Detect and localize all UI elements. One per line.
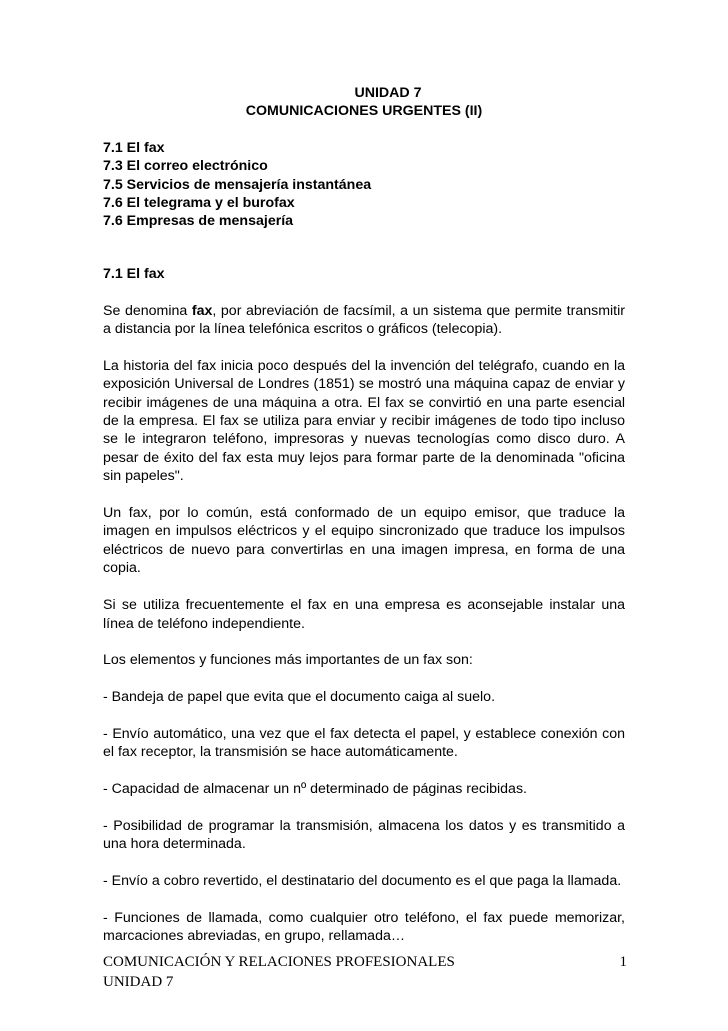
list-item: - Bandeja de papel que evita que el documento caiga al suelo. <box>103 689 496 706</box>
paragraph-definition <box>103 302 625 339</box>
paragraph-intro-list: Los elementos y funciones más importantes de un fax son: <box>103 652 473 669</box>
table-of-contents <box>103 139 625 231</box>
paragraph-line: Si se utiliza frecuentemente el fax en una empresa es aconsejable instalar una línea de teléfono independiente. <box>103 597 625 632</box>
paragraph-text: Se denomina <box>103 302 192 319</box>
list-item: - Envío automático, una vez que el fax detecta el papel, y establece conexión con el fax receptor, la transmisión se hace automáticamente. <box>103 725 625 761</box>
page-footer <box>103 952 627 992</box>
list-item: - Envío a cobro revertido, el destinatario del documento es el que paga la llamada. <box>103 873 622 890</box>
toc-item: 7.3 El correo electrónico <box>103 158 268 175</box>
list-item: - Capacidad de almacenar un nº determinado de páginas recibidas. <box>103 781 527 798</box>
unit-heading: UNIDAD 7 <box>354 85 422 101</box>
toc-item: 7.6 Empresas de mensajería <box>103 213 294 230</box>
footer-unit: UNIDAD 7 <box>103 974 174 990</box>
unit-title: COMUNICACIONES URGENTES (II) <box>245 103 483 120</box>
paragraph-history: La historia del fax inicia poco después del la invención del telégrafo, cuando en la exposición Universal de Londres (1851) se mostró una máquina capaz de enviar y recibir imágenes de una máquina a otra. El fax se convirtió en una parte esencial de la empresa. El fax se utiliza para enviar y recibir imágenes de todo tipo incluso se le integraron teléfono, impresoras y nuevas tecnologías como disco duro. A pesar de éxito del fax esta muy lejos para formar parte de la denominada "oficina sin papeles". <box>103 357 625 485</box>
document-title <box>103 84 625 121</box>
footer-course: COMUNICACIÓN Y RELACIONES PROFESIONALES <box>103 954 455 970</box>
list-item: - Funciones de llamada, como cualquier otro teléfono, el fax puede memorizar, marcaciones abreviadas, en grupo, rellamada… <box>103 909 625 945</box>
term-fax: fax <box>191 302 213 319</box>
paragraph-components: Un fax, por lo común, está conformado de un equipo emisor, que traduce la imagen en impulsos eléctricos y el equipo sincronizado que traduce los impulsos eléctricos de nuevo para convertirlas en una imagen impresa, en forma de una copia. <box>103 505 625 577</box>
list-item: - Posibilidad de programar la transmisión, almacena los datos y es transmitido a una hora determinada. <box>103 817 625 853</box>
toc-item: 7.5 Servicios de mensajería instantánea <box>103 176 372 193</box>
toc-item: 7.6 El telegrama y el burofax <box>103 195 295 212</box>
section-heading: 7.1 El fax <box>103 265 165 282</box>
toc-item: 7.1 El fax <box>103 139 165 156</box>
paragraph-text: , por abreviación de facsímil, a un sistema que permite transmitir a distancia por la línea telefónica escritos o gráficos (telecopia). <box>103 302 625 338</box>
page-number: 1 <box>619 954 627 970</box>
page-content <box>103 84 625 946</box>
